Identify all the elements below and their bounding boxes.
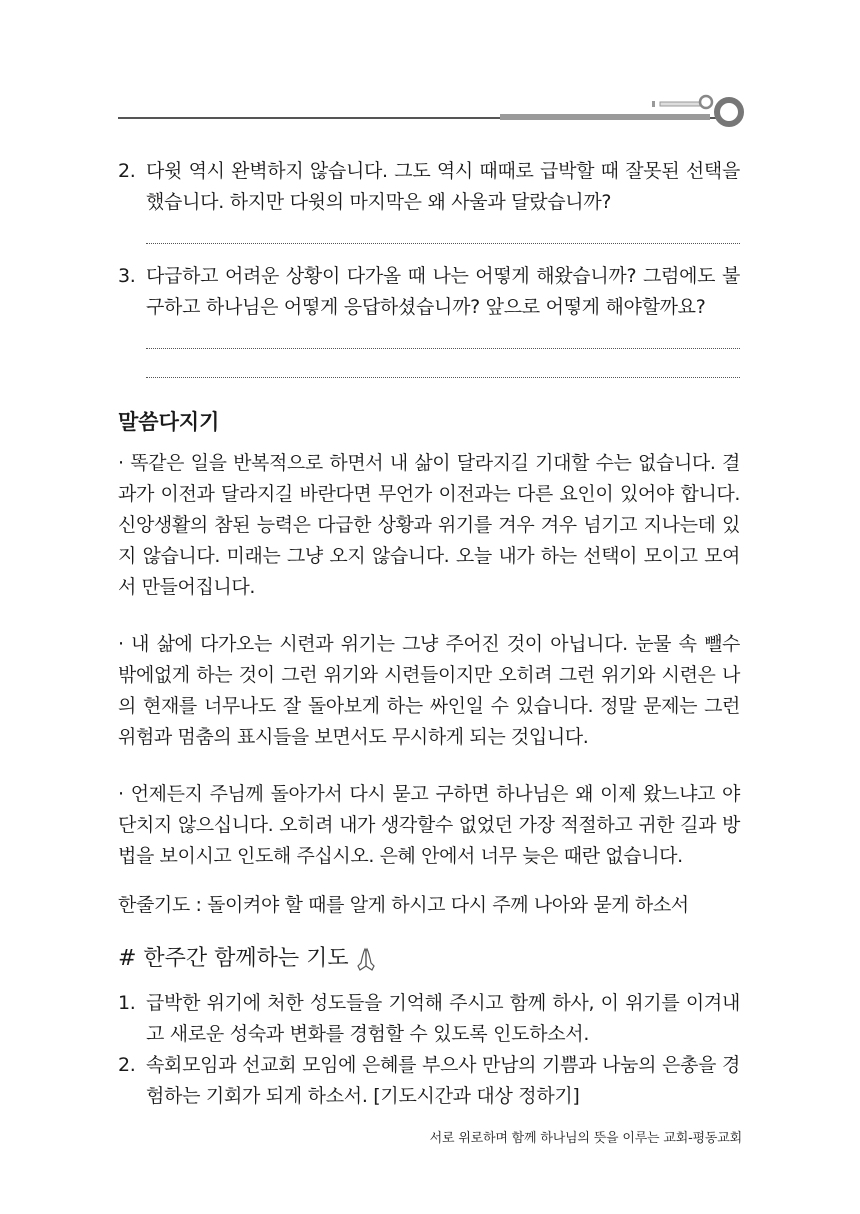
question-text: 다윗 역시 완벽하지 않습니다. 그도 역시 때때로 급박할 때 잘못된 선택을 했습니다. 하지만 다윗의 마지막은 왜 사울과 달랐습니까?: [146, 160, 740, 213]
reflection-paragraph: · 내 삶에 다가오는 시련과 위기는 그냥 주어진 것이 아닙니다. 눈물 속 뺄수 밖에없게 하는 것이 그런 위기와 시련들이지만 오히려 그런 위기와 시련은 나의 현재를 너무나도 잘 돌아보게 하는 싸인일 수 있습니다. 정말 문제는 그런 위험과 멈춤의 표시들을 보면서도 무시하게 되는 것입니다.: [118, 633, 740, 748]
prayer-text: 급박한 위기에 처한 성도들을 기억해 주시고 함께 하사, 이 위기를 이겨내고 새로운 성숙과 변화를 경험할 수 있도록 인도하소서.: [146, 992, 740, 1045]
question-text: 다급하고 어려운 상황이 다가올 때 나는 어떻게 해왔습니까? 그럼에도 불구하고 하나님은 어떻게 응답하셨습니까? 앞으로 어떻게 해야할까요?: [146, 265, 740, 318]
page-content: [118, 150, 740, 1112]
question-3: [118, 261, 740, 323]
question-2: [118, 156, 740, 218]
prayer-number: 2.: [118, 1054, 136, 1076]
prayer-item-2: [118, 1050, 740, 1112]
short-prayer: 한줄기도 : 돌이켜야 할 때를 알게 하시고 다시 주께 나아와 묻게 하소서: [118, 894, 689, 916]
answer-line[interactable]: [146, 347, 740, 349]
prayer-number: 1.: [118, 992, 136, 1014]
footer-text: 서로 위로하며 함께 하나님의 뜻을 이루는 교회-평동교회: [429, 1131, 742, 1146]
praying-hands-icon: [355, 946, 377, 972]
prayer-heading: [118, 943, 740, 975]
question-number: 3.: [118, 265, 136, 287]
question-number: 2.: [118, 160, 136, 182]
header-decoration-icon: [640, 88, 750, 132]
reflection-paragraph: · 언제든지 주님께 돌아가서 다시 묻고 구하면 하나님은 왜 이제 왔느냐고 야단치지 않으십니다. 오히려 내가 생각할수 없었던 가장 적절하고 귀한 길과 방법을 보이시고 인도해 주십시오. 은혜 안에서 너무 늦은 때란 없습니다.: [118, 783, 740, 867]
answer-line[interactable]: [146, 242, 740, 244]
prayer-title: # 한주간 함께하는 기도: [118, 946, 349, 971]
answer-line[interactable]: [146, 376, 740, 378]
reflection-paragraph: · 똑같은 일을 반복적으로 하면서 내 삶이 달라지길 기대할 수는 없습니다. 결과가 이전과 달라지길 바란다면 무언가 이전과는 다른 요인이 있어야 합니다. 신앙생활의 참된 능력은 다급한 상황과 위기를 겨우 겨우 넘기고 지나는데 있지 않습니다. 미래는 그냥 오지 않습니다. 오늘 내가 하는 선택이 모이고 모여서 만들어집니다.: [118, 452, 740, 598]
prayer-item-1: [118, 988, 740, 1050]
prayer-text: 속회모임과 선교회 모임에 은혜를 부으사 만남의 기쁨과 나눔의 은총을 경험하는 기회가 되게 하소서. [기도시간과 대상 정하기]: [146, 1054, 740, 1107]
section-title: 말씀다지기: [118, 410, 220, 434]
